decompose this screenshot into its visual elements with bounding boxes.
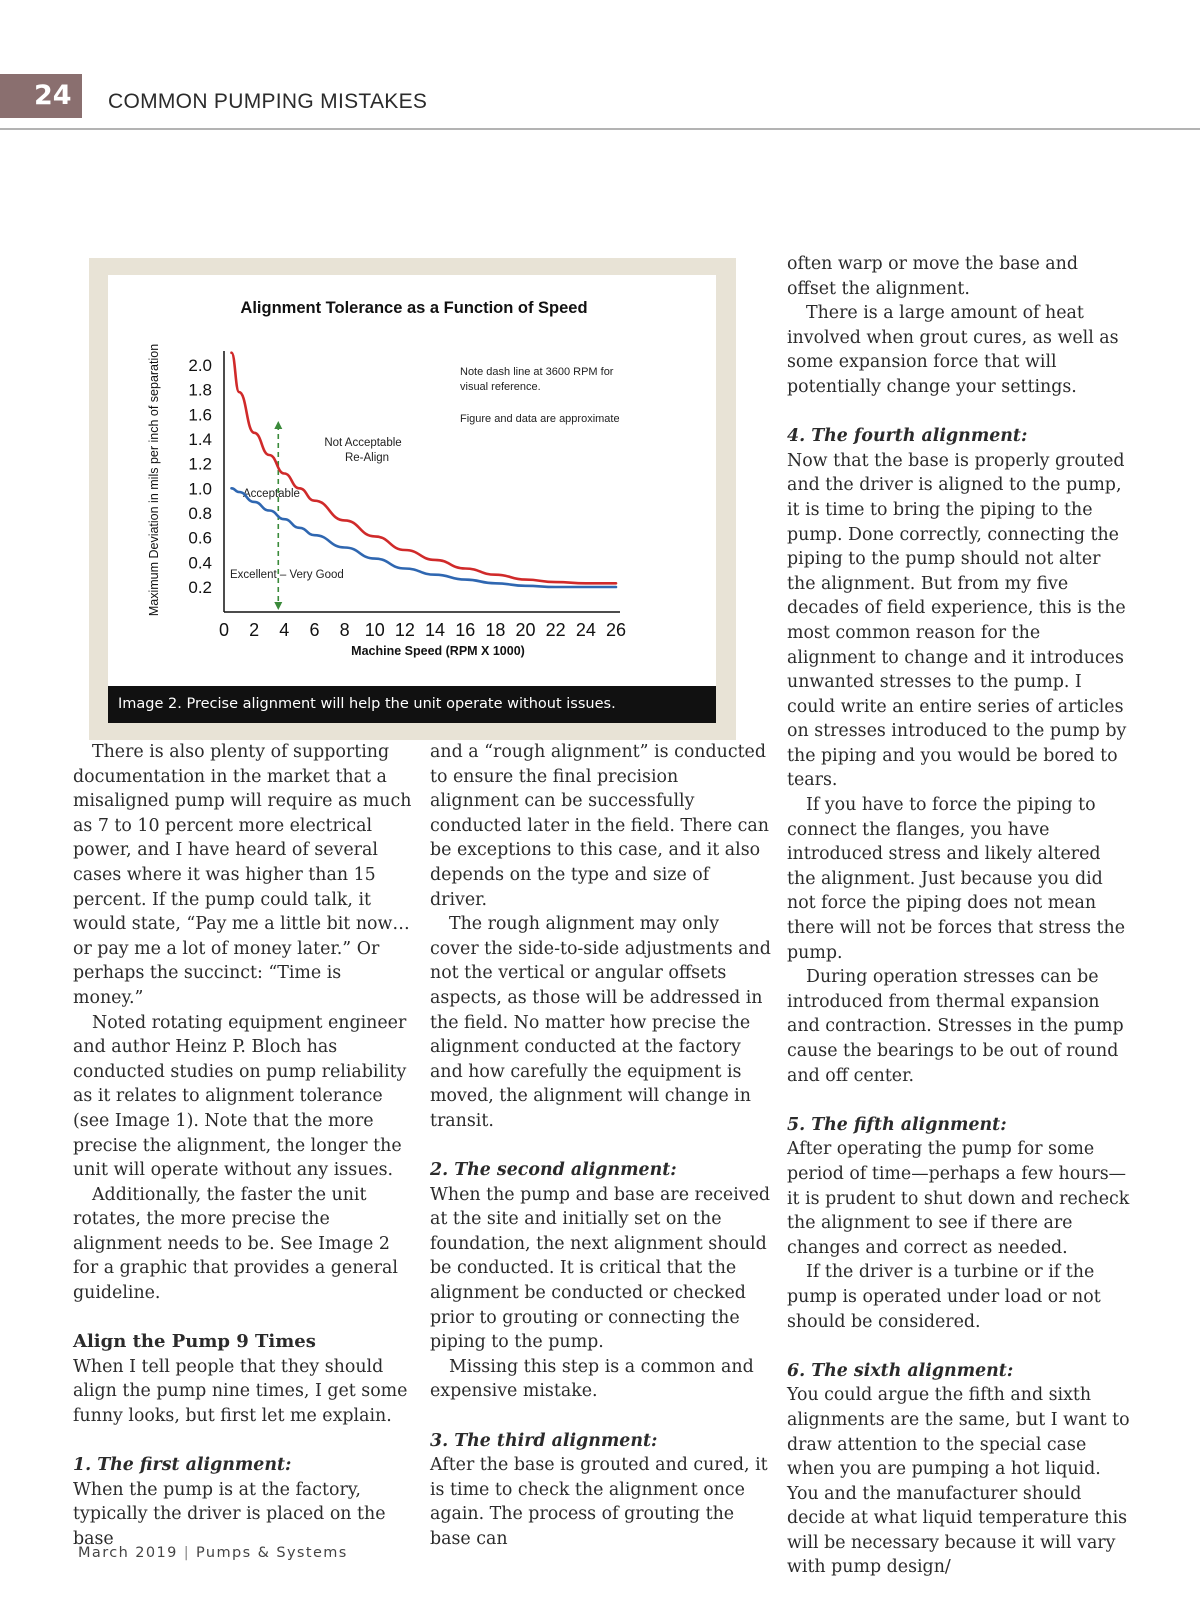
page-number: 24 bbox=[0, 74, 82, 118]
chart-note-approx: Figure and data are approximate bbox=[460, 413, 620, 425]
y-tick-label: 0.2 bbox=[188, 578, 212, 597]
column-2 bbox=[430, 740, 771, 1552]
y-axis-label: Maximum Deviation in mils per inch of separation bbox=[147, 343, 161, 617]
header-rule bbox=[0, 128, 1200, 130]
y-tick-label: 1.6 bbox=[188, 405, 212, 425]
paragraph: Missing this step is a common and expensive mistake. bbox=[430, 1356, 754, 1402]
paragraph: often warp or move the base and offset the alignment. bbox=[787, 254, 1079, 299]
footer bbox=[78, 1545, 348, 1561]
y-tick-label: 0.6 bbox=[188, 528, 212, 548]
paragraph: When the pump and base are received at the site and initially set on the foundation, the next alignment should be conducted. It is critical that the alignment be conducted or checked prior to grouting or connecting the piping to the pump. bbox=[430, 1184, 771, 1353]
subheading-sixth-alignment: 6. The sixth alignment: bbox=[787, 1360, 1014, 1381]
footer-issue: March 2019 bbox=[78, 1545, 178, 1561]
x-tick-label: 6 bbox=[309, 620, 320, 640]
reference-arrow-up bbox=[274, 421, 282, 429]
paragraph: Additionally, the faster the unit rotates, the more precise the alignment needs to be. See Image 2 for a graphic that provides a general guideline. bbox=[73, 1184, 398, 1304]
y-tick-label: 0.4 bbox=[188, 553, 212, 573]
paragraph: During operation stresses can be introduced from thermal expansion and contraction. Stresses in the pump cause the bearings to be out of round and off center. bbox=[787, 967, 1124, 1086]
figure-frame bbox=[89, 258, 736, 740]
paragraph: If you have to force the piping to connect the flanges, you have introduced stress and likely altered the alignment. Just because you did not force the piping does not mean there will not be forces that stress the pump. bbox=[787, 795, 1126, 963]
y-tick-label: 0.8 bbox=[188, 504, 212, 523]
x-tick-label: 16 bbox=[455, 620, 476, 640]
paragraph: Noted rotating equipment engineer and author Heinz P. Bloch has conducted studies on pump reliability as it relates to alignment tolerance (see Image 1). Note that the more precise the alignment, the longer the unit will operate without any issues. bbox=[73, 1012, 407, 1181]
x-tick-label: 20 bbox=[515, 620, 536, 640]
x-tick-label: 4 bbox=[279, 620, 290, 640]
column-3 bbox=[787, 252, 1132, 1580]
chart-note-line1: Note dash line at 3600 RPM for bbox=[460, 366, 614, 378]
y-tick-label: 1.8 bbox=[188, 380, 212, 400]
series-line-red bbox=[232, 353, 617, 584]
footer-separator: | bbox=[183, 1545, 191, 1561]
y-tick-label: 1.0 bbox=[188, 479, 212, 499]
x-tick-label: 10 bbox=[364, 620, 385, 640]
paragraph: After operating the pump for some period of time—perhaps a few hours—it is prudent to shut down and recheck the alignment to see if there are changes and correct as needed. bbox=[787, 1139, 1130, 1258]
x-tick-label: 18 bbox=[485, 620, 506, 640]
subheading-fifth-alignment: 5. The fifth alignment: bbox=[787, 1114, 1007, 1135]
region-label-excellent: Excellent – Very Good bbox=[230, 569, 344, 581]
paragraph: The rough alignment may only cover the side-to-side adjustments and not the vertical or angular offsets aspects, as those will be addressed in the field. No matter how precise the alignment conducted at the factory and how carefully the equipment is moved, the alignment will change in transit. bbox=[430, 914, 771, 1131]
paragraph: You could argue the fifth and sixth alignments are the same, but I want to draw attention to the special case when you are pumping a hot liquid. You and the manufacturer should decide at what liquid temperature this will be necessary because it will vary with pump design/ bbox=[787, 1385, 1130, 1578]
subheading-first-alignment: 1. The first alignment: bbox=[73, 1455, 292, 1476]
figure-inner bbox=[108, 275, 716, 723]
paragraph: When the pump is at the factory, typically the driver is placed on the base bbox=[73, 1479, 386, 1549]
figure-caption: Image 2. Precise alignment will help the unit operate without issues. bbox=[108, 686, 716, 723]
y-tick-label: 1.4 bbox=[188, 430, 212, 449]
paragraph: Now that the base is properly grouted and the driver is aligned to the pump, it is time to bring the piping to the pump. Done correctly, connecting the piping to the pump should not alter the alignment. But from my five decades of field experience, this is the most common reason for the alignment to change and it introduces unwanted stresses to the pump. I could write an entire series of articles on stresses introduced to the pump by the piping and you would be bored to tears. bbox=[787, 450, 1127, 791]
paragraph: There is also plenty of supporting documentation in the market that a misaligned pump will require as much as 7 to 10 percent more electrical power, and I have heard of several cases where it was higher than 15 percent. If the pump could talk, it would state, “Pay me a little bit now… or pay me a lot of money later.” Or perhaps the succinct: “Time is money.” bbox=[73, 742, 412, 1008]
paragraph: If the driver is a turbine or if the pump is operated under load or not should be considered. bbox=[787, 1262, 1101, 1332]
x-tick-label: 2 bbox=[249, 620, 260, 640]
chart-title: Alignment Tolerance as a Function of Speed bbox=[240, 299, 588, 317]
paragraph: When I tell people that they should align the pump nine times, I get some funny looks, but first let me explain. bbox=[73, 1356, 408, 1427]
paragraph: and a “rough alignment” is conducted to ensure the final precision alignment can be successfully conducted later in the field. There can be exceptions to this case, and it also depends on the type and size of driver. bbox=[430, 742, 769, 910]
x-tick-label: 0 bbox=[218, 620, 230, 640]
subheading-fourth-alignment: 4. The fourth alignment: bbox=[787, 426, 1028, 447]
subheading-second-alignment: 2. The second alignment: bbox=[430, 1160, 677, 1181]
paragraph: After the base is grouted and cured, it is time to check the alignment once again. The process of grouting the base can bbox=[430, 1455, 768, 1549]
x-axis-label: Machine Speed (RPM X 1000) bbox=[351, 644, 525, 658]
footer-magazine: Pumps & Systems bbox=[196, 1545, 348, 1561]
region-label-realign: Re-Align bbox=[344, 452, 390, 464]
x-tick-label: 24 bbox=[575, 620, 596, 640]
x-tick-label: 14 bbox=[425, 620, 446, 640]
x-tick-label: 22 bbox=[545, 620, 566, 640]
y-tick-label: 1.2 bbox=[188, 454, 212, 474]
subheading-align-9-times: Align the Pump 9 Times bbox=[73, 1331, 316, 1353]
column-1 bbox=[73, 740, 413, 1552]
reference-arrow-down bbox=[274, 602, 282, 610]
section-title: COMMON PUMPING MISTAKES bbox=[108, 90, 428, 113]
region-label-acceptable: Acceptable bbox=[243, 488, 300, 500]
x-tick-label: 12 bbox=[394, 620, 415, 640]
region-label-not-acceptable: Not Acceptable bbox=[324, 437, 402, 449]
subheading-third-alignment: 3. The third alignment: bbox=[430, 1430, 658, 1451]
x-tick-label: 26 bbox=[605, 620, 627, 640]
x-tick-label: 8 bbox=[339, 620, 350, 640]
alignment-chart bbox=[108, 275, 716, 686]
y-tick-label: 2.0 bbox=[188, 356, 212, 375]
chart-note-line2: visual reference. bbox=[460, 381, 541, 393]
paragraph: There is a large amount of heat involved when grout cures, as well as some expansion force that will potentially change your settings. bbox=[787, 303, 1119, 397]
